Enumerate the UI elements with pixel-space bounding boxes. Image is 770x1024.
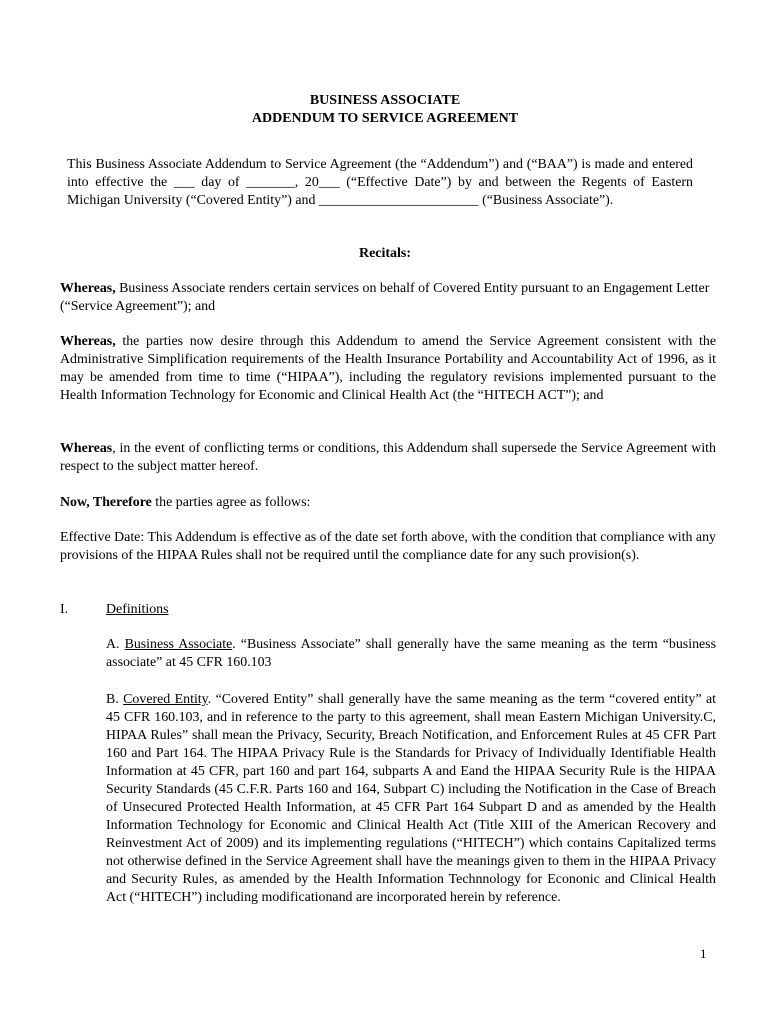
document-title-line1: BUSINESS ASSOCIATE <box>309 93 461 108</box>
whereas-text-3: , in the event of conflicting terms or conditions, this Addendum shall supersede the Service Agreement with respect to the subject matter hereof. <box>60 441 716 474</box>
page-number: 1 <box>700 946 707 961</box>
whereas-lead-3: Whereas <box>60 441 113 456</box>
definition-b-text: . “Covered Entity” shall generally have the same meaning as the term “covered entity” at 45 CFR 160.103, and in reference to the party to this agreement, shall mean Eastern Michigan University.C, HIPAA Rules” shall mean the Privacy, Security, Breach Notification, and Enforcement Rules at 45 CFR Part 160 and Part 164. The HIPAA Privacy Rule is the Standards for Privacy of Individually Identifiable Health Information at 45 CFR, part 160 and part 164, subparts A and Eand the HIPAA Security Rule is the HIPAA Security Standards (45 C.F.R. Parts 160 and 164, Subpart C) including the Notification in the Case of Breach of Unsecured Protected Health Information, at 45 CFR Part 164 Subpart D and as amended by the Health Information Technology for Economic and Clinical Health Act (Title XIII of the American Recovery and Reinvestment Act of 2009) and its implementing regulations (“HITECH”) which contains Capitalized terms not otherwise defined in the Service Agreement shall have the meanings given to them in the HIPAA Privacy and Security Rules, as amended by the Health Information Technnology for Econonic and Clinical Health Act (“HITECH”) including modificationand are incorporated herein by reference. <box>106 692 716 905</box>
now-therefore-paragraph <box>60 494 716 512</box>
section-title: Definitions <box>106 602 169 617</box>
effective-date-paragraph: Effective Date: This Addendum is effective as of the date set forth above, with the condition that compliance with any provisions of the HIPAA Rules shall not be required until the compliance date for any such provision(s). <box>60 530 716 563</box>
intro-paragraph: This Business Associate Addendum to Service Agreement (the “Addendum”) and (“BAA”) is made and entered into effective the ___ day of _______, 20___ (“Effective Date”) by and between the Regents of Eastern Michigan University (“Covered Entity”) and _______________________ (“Business Associate”). <box>67 157 693 208</box>
now-therefore-text: the parties agree as follows: <box>151 495 311 510</box>
whereas-paragraph-1 <box>60 280 716 316</box>
document-title-line2: ADDENDUM TO SERVICE AGREEMENT <box>251 111 519 126</box>
whereas-lead-2: Whereas, <box>60 334 116 349</box>
whereas-paragraph-2 <box>60 333 716 405</box>
definition-a-prefix: A. <box>106 637 125 652</box>
definition-a <box>106 636 716 672</box>
recitals-heading: Recitals: <box>358 246 412 261</box>
whereas-lead-1: Whereas, <box>60 281 116 296</box>
whereas-paragraph-3 <box>60 440 716 476</box>
definition-b-prefix: B. <box>106 692 124 707</box>
section-number: I. <box>60 602 69 617</box>
definition-a-term: Business Associate <box>124 637 233 652</box>
whereas-text-2: the parties now desire through this Addendum to amend the Service Agreement consistent with the Administrative Simplification requirements of the Health Insurance Portability and Accountability Act of 1996, as it may be amended from time to time (“HIPAA”), including the regulatory revisions implemented pursuant to the Health Information Technology for Economic and Clinical Health Act (the “HITECH ACT”); and <box>60 334 716 403</box>
now-therefore-lead: Now, Therefore <box>60 495 152 510</box>
definition-b <box>106 691 716 907</box>
whereas-text-1: Business Associate renders certain services on behalf of Covered Entity pursuant to an Engagement Letter (“Service Agreement”); and <box>60 281 710 314</box>
definition-a-text: . “Business Associate” shall generally have the same meaning as the term “business associate” at 45 CFR 160.103 <box>106 637 716 670</box>
definition-b-term: Covered Entity <box>123 692 208 707</box>
